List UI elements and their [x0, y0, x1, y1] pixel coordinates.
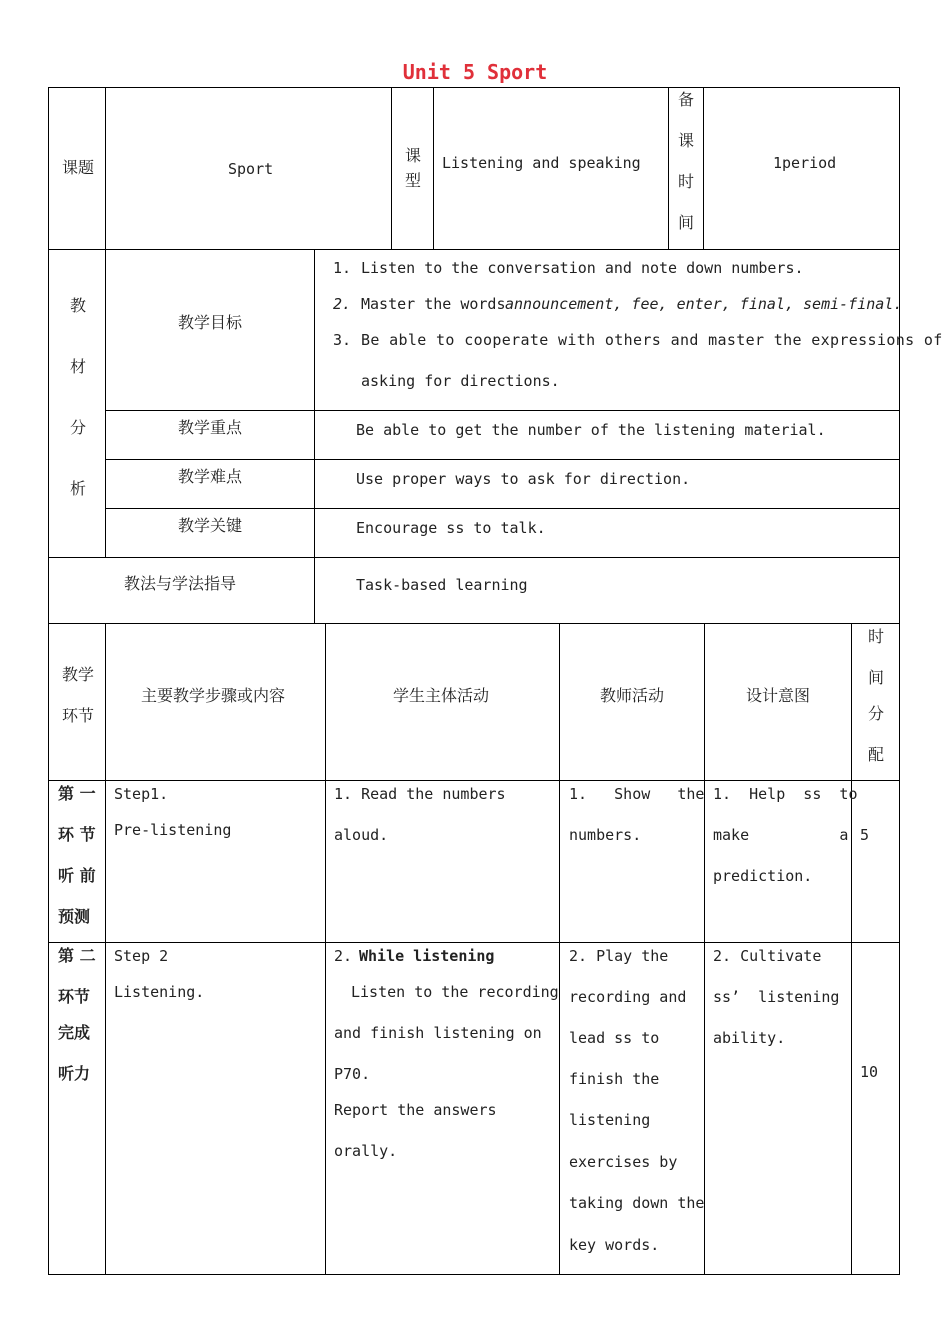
col-time-4: 配 [868, 745, 885, 764]
col-stage-1: 教学 [62, 665, 95, 684]
col-stage-2: 环节 [62, 706, 95, 725]
row1-design-2: make a [713, 826, 849, 844]
col-time-1: 时 [868, 627, 885, 646]
goal-3-num: 3. [333, 331, 352, 349]
time-label-4: 间 [678, 213, 695, 232]
row1-stage-3: 听 前 [58, 866, 96, 885]
goal-1-num: 1. [333, 259, 352, 277]
row2-student-3: P70. [334, 1065, 371, 1083]
row1-teacher-2: numbers. [569, 826, 642, 844]
topic-value: Sport [228, 160, 274, 178]
divider [105, 249, 106, 558]
divider [668, 87, 669, 250]
row1-teacher-1: 1. Show the [569, 785, 705, 803]
row2-student-5: orally. [334, 1142, 398, 1160]
type-label-2: 型 [405, 171, 422, 190]
row2-teacher-7: taking down the [569, 1194, 705, 1212]
row2-student-1: Listen to the recording [351, 983, 559, 1001]
crux-label: 教学关键 [178, 516, 243, 535]
row2-teacher-3: lead ss to [569, 1029, 660, 1047]
row2-stage-2: 环节 [58, 987, 91, 1006]
row2-design-3: ability. [713, 1029, 786, 1047]
divider [433, 87, 434, 250]
col-time-2: 间 [868, 668, 885, 687]
divider [105, 508, 899, 509]
row1-student-1: 1. Read the numbers [334, 785, 506, 803]
row1-design-3: prediction. [713, 867, 813, 885]
row2-teacher-2: recording and [569, 988, 687, 1006]
col-time-3: 分 [868, 704, 885, 723]
time-label-2: 课 [678, 131, 695, 150]
divider [314, 249, 315, 624]
row2-student-head: While listening [359, 947, 495, 965]
topic-label: 课题 [62, 158, 95, 177]
key-label: 教学重点 [178, 418, 243, 437]
time-label-3: 时 [678, 172, 695, 191]
goal-2-num: 2. [333, 295, 352, 313]
page-title: Unit 5 Sport [402, 60, 548, 84]
row1-time: 5 [860, 826, 870, 844]
row1-step-1: Step1. [114, 785, 169, 803]
col-teacher: 教师活动 [600, 686, 665, 705]
crux-value: Encourage ss to talk. [356, 519, 546, 537]
divider [48, 780, 899, 781]
time-value: 1period [773, 154, 837, 172]
goal-3-line1: Be able to cooperate with others and master the expressions of [361, 331, 943, 349]
row2-step-2: Listening. [114, 983, 205, 1001]
row2-student-4: Report the answers [334, 1101, 497, 1119]
divider [851, 623, 852, 1275]
col-design: 设计意图 [746, 686, 811, 705]
row2-stage-4: 听力 [58, 1064, 91, 1083]
time-label-1: 备 [678, 90, 695, 109]
goal-label: 教学目标 [178, 313, 243, 332]
goal-1: Listen to the conversation and note down numbers. [361, 259, 804, 277]
analysis-side-2: 材 [70, 357, 87, 376]
row1-student-2: aloud. [334, 826, 389, 844]
row1-stage-2: 环 节 [58, 825, 96, 844]
divider [703, 87, 704, 250]
row2-teacher-1: 2. Play the [569, 947, 669, 965]
divider [48, 942, 899, 943]
row2-teacher-8: key words. [569, 1236, 660, 1254]
row1-stage-1: 第 一 [58, 784, 96, 803]
method-label: 教法与学法指导 [124, 574, 237, 593]
difficult-value: Use proper ways to ask for direction. [356, 470, 691, 488]
row2-teacher-4: finish the [569, 1070, 660, 1088]
col-student: 学生主体活动 [393, 686, 490, 705]
row2-stage-1: 第 二 [58, 946, 96, 965]
row2-stage-3: 完成 [58, 1023, 91, 1042]
difficult-label: 教学难点 [178, 467, 243, 486]
col-steps: 主要教学步骤或内容 [141, 686, 286, 705]
divider [105, 410, 899, 411]
row2-time: 10 [860, 1063, 879, 1081]
divider [391, 87, 392, 250]
divider [105, 87, 106, 250]
key-value: Be able to get the number of the listening material. [356, 421, 826, 439]
goal-2-words: announcement, fee, enter, final, semi-final. [505, 295, 903, 313]
analysis-side-1: 教 [70, 296, 87, 315]
row2-design-1: 2. Cultivate [713, 947, 822, 965]
divider [48, 557, 899, 558]
row2-teacher-5: listening [569, 1111, 651, 1129]
divider [105, 459, 899, 460]
row2-teacher-6: exercises by [569, 1153, 678, 1171]
method-value: Task-based learning [356, 576, 528, 594]
analysis-side-3: 分 [70, 418, 87, 437]
divider [325, 623, 326, 1275]
row2-student-num: 2. [334, 947, 353, 965]
type-value: Listening and speaking [442, 154, 641, 172]
analysis-side-4: 析 [70, 479, 87, 498]
row1-design-1: 1. Help ss to [713, 785, 858, 803]
row2-design-2: ss’ listening [713, 988, 840, 1006]
divider [559, 623, 560, 1275]
divider [105, 623, 106, 1275]
row2-student-2: and finish listening on [334, 1024, 542, 1042]
row1-stage-4: 预测 [58, 907, 91, 926]
goal-3-line2: asking for directions. [361, 372, 560, 390]
divider [704, 623, 705, 1275]
row2-step-1: Step 2 [114, 947, 169, 965]
row1-step-2: Pre-listening [114, 821, 232, 839]
goal-2-prefix: Master the words [361, 295, 506, 313]
type-label-1: 课 [405, 146, 422, 165]
